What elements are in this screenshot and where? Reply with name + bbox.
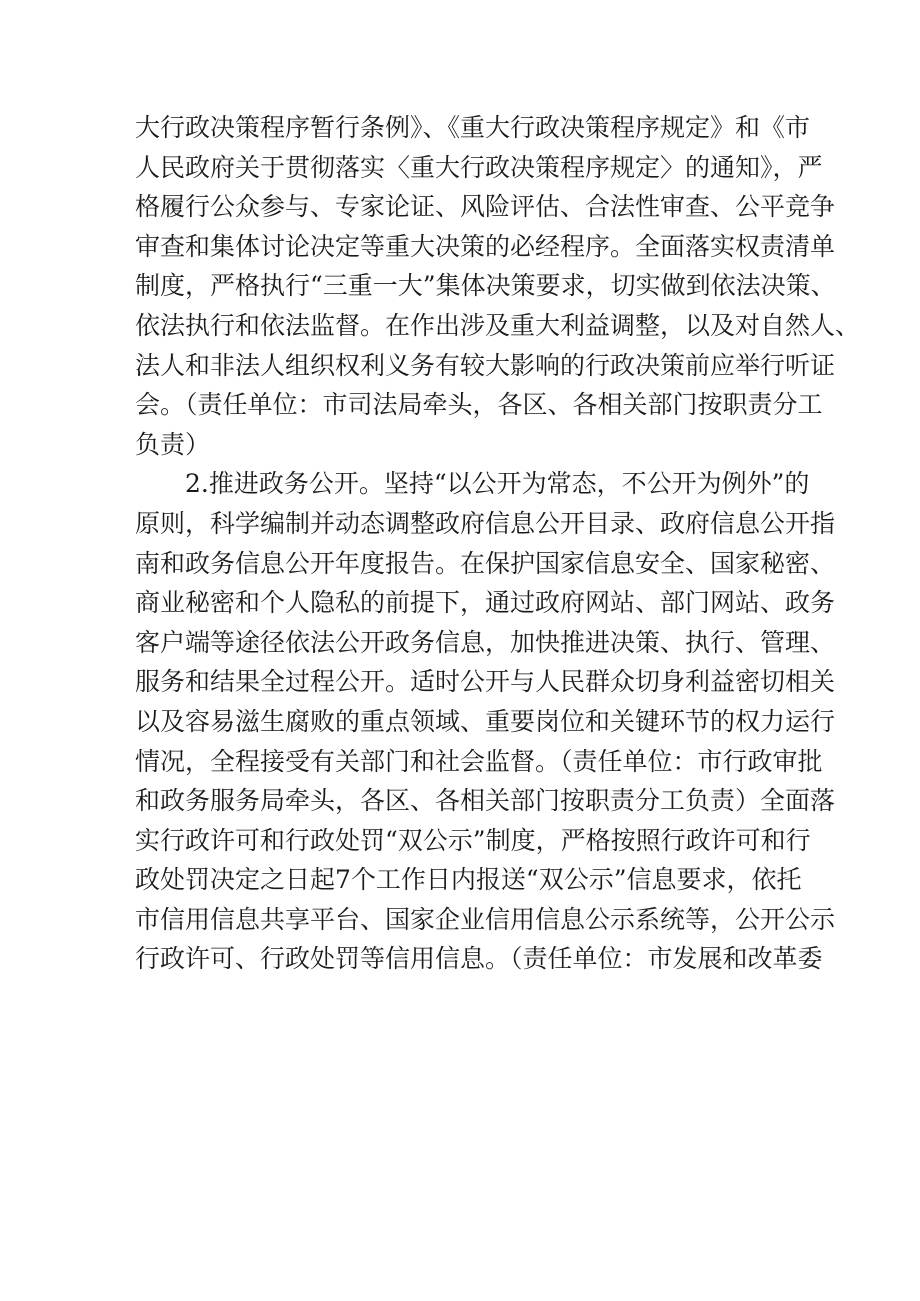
- text-line: 原则，科学编制并动态调整政府信息公开目录、政府信息公开指: [135, 508, 836, 538]
- text-line: 市信用信息共享平台、国家企业信用信息公示系统等，公开公示: [135, 904, 836, 934]
- text-line: 南和政务信息公开年度报告。在保护国家信息安全、国家秘密、: [135, 548, 836, 578]
- text-line: 政处罚决定之日起7个工作日内报送“双公示”信息要求，依托: [135, 865, 802, 895]
- text-line: 情况，全程接受有关部门和社会监督。（责任单位：市行政审批: [135, 746, 823, 776]
- text-line: 以及容易滋生腐败的重点领域、重要岗位和关键环节的权力运行: [135, 706, 836, 736]
- text-line: 人民政府关于贯彻落实〈重大行政决策程序规定〉的通知》，严: [135, 152, 823, 182]
- text-line: 实行政许可和行政处罚“双公示”制度，严格按照行政许可和行: [135, 825, 811, 855]
- document-body: [135, 108, 861, 979]
- text-line: 服务和结果全过程公开。适时公开与人民群众切身利益密切相关: [135, 667, 836, 697]
- text-line: 行政许可、行政处罚等信用信息。（责任单位：市发展和改革委: [135, 944, 823, 974]
- text-line: 制度，严格执行“三重一大”集体决策要求，切实做到依法决策、: [135, 271, 836, 301]
- text-line: 负责）: [135, 429, 211, 459]
- text-line: 审查和集体讨论决定等重大决策的必经程序。全面落实权责清单: [135, 231, 836, 261]
- text-line: 依法执行和依法监督。在作出涉及重大利益调整，以及对自然人、: [135, 310, 861, 340]
- text-line: 会。（责任单位：市司法局牵头，各区、各相关部门按职责分工: [135, 390, 823, 420]
- section-heading-line: 2.推进政务公开。坚持“以公开为常态，不公开为例外”的: [185, 469, 810, 499]
- text-line: 商业秘密和个人隐私的前提下，通过政府网站、部门网站、政务: [135, 588, 836, 618]
- text-line: 大行政决策程序暂行条例》、《重大行政决策程序规定》和《市: [135, 113, 811, 142]
- text-line: 客户端等途径依法公开政务信息，加快推进决策、执行、管理、: [135, 627, 836, 657]
- text-line: 和政务服务局牵头，各区、各相关部门按职责分工负责）全面落: [135, 786, 836, 816]
- text-line: 法人和非法人组织权利义务有较大影响的行政决策前应举行听证: [135, 350, 836, 380]
- text-line: 格履行公众参与、专家论证、风险评估、合法性审查、公平竞争: [135, 192, 836, 222]
